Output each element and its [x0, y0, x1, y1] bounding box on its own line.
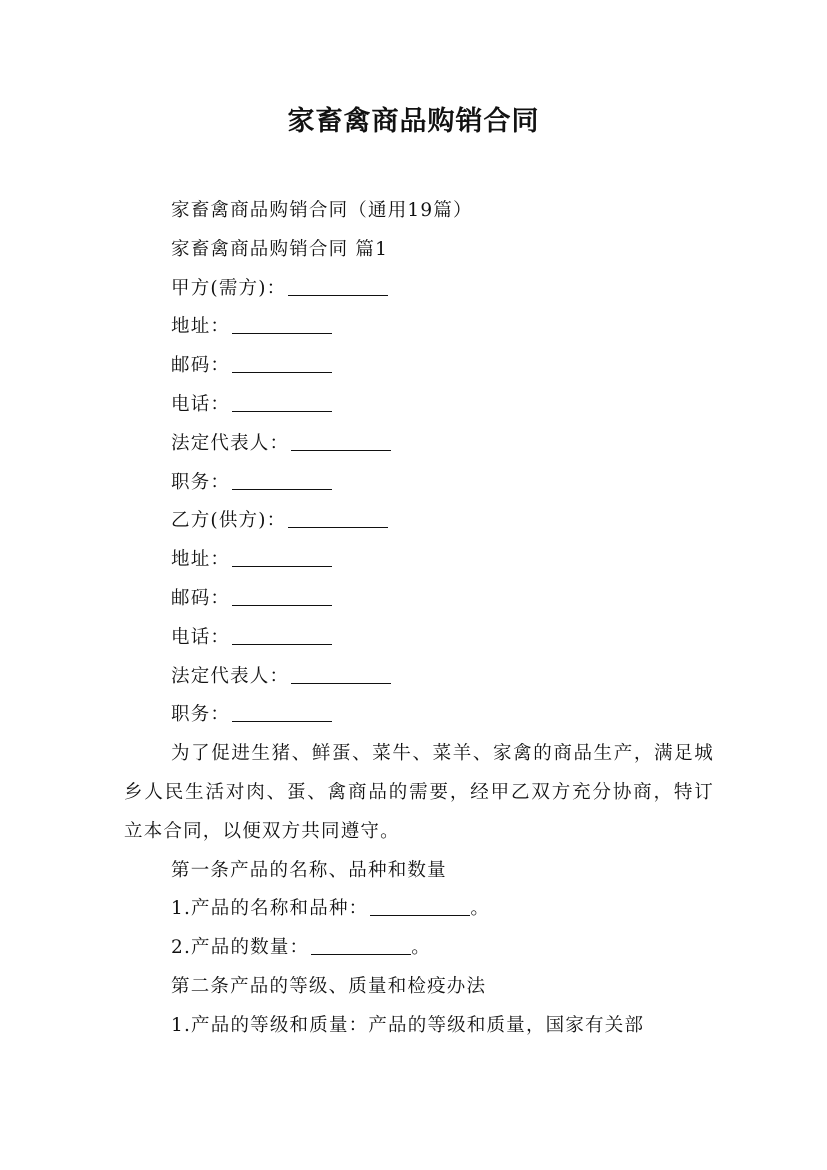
party-b-label: 乙方(供方)： — [171, 510, 287, 532]
party-b-postcode-line — [124, 580, 724, 619]
article1-item2-period: 。 — [411, 937, 431, 959]
party-b-address-label: 地址： — [171, 549, 231, 571]
party-a-legal-rep-label: 法定代表人： — [171, 432, 290, 454]
party-a-phone-line — [124, 386, 724, 425]
party-b-phone-blank — [232, 626, 332, 645]
party-b-legal-rep-line — [124, 658, 724, 697]
article1-item1-line — [124, 890, 724, 929]
document-body — [124, 192, 724, 1046]
party-b-line — [124, 502, 724, 541]
party-b-legal-rep-label: 法定代表人： — [171, 665, 290, 687]
document-subtitle: 家畜禽商品购销合同（通用19篇） — [171, 200, 473, 221]
party-b-position-label: 职务： — [171, 704, 231, 726]
article1-heading: 第一条产品的名称、品种和数量 — [171, 859, 447, 881]
party-b-phone-label: 电话： — [171, 626, 231, 648]
article1-item2-label: 2.产品的数量： — [171, 937, 310, 959]
party-b-phone-line — [124, 619, 724, 658]
party-a-line — [124, 270, 724, 309]
article2-heading: 第二条产品的等级、质量和检疫办法 — [171, 975, 487, 997]
party-b-position-line — [124, 696, 724, 735]
party-a-address-blank — [232, 315, 332, 334]
party-a-postcode-line — [124, 347, 724, 386]
party-a-position-blank — [232, 471, 332, 490]
party-a-postcode-label: 邮码： — [171, 355, 231, 377]
party-b-legal-rep-blank — [291, 665, 391, 684]
party-a-postcode-blank — [232, 354, 332, 373]
article1-item1-period: 。 — [470, 898, 491, 920]
party-b-postcode-label: 邮码： — [171, 587, 231, 609]
party-b-address-blank — [232, 548, 332, 567]
party-b-position-blank — [232, 703, 332, 722]
party-b-blank — [288, 509, 388, 528]
party-a-address-line — [124, 308, 724, 347]
article1-item1-blank — [370, 897, 470, 916]
party-b-postcode-blank — [232, 587, 332, 606]
party-a-blank — [288, 277, 388, 296]
document-title: 家畜禽商品购销合同 — [287, 106, 540, 137]
party-a-phone-label: 电话： — [171, 393, 231, 415]
section-heading: 家畜禽商品购销合同 篇1 — [171, 238, 389, 260]
article1-item2-blank — [311, 936, 411, 955]
party-a-legal-rep-line — [124, 425, 724, 464]
party-a-position-line — [124, 464, 724, 503]
party-a-phone-blank — [232, 393, 332, 412]
party-a-label: 甲方(需方)： — [171, 277, 287, 299]
article1-item2-line — [124, 929, 724, 968]
preamble-paragraph: 为了促进生猪、鲜蛋、菜牛、菜羊、家禽的商品生产，满足城乡人民生活对肉、蛋、禽商品的需要，经甲乙双方充分协商，特订立本合同，以便双方共同遵守。 — [124, 743, 714, 842]
article1-item1-label: 1.产品的名称和品种： — [171, 898, 369, 920]
party-a-legal-rep-blank — [291, 432, 391, 451]
party-a-position-label: 职务： — [171, 471, 231, 493]
article2-item1: 1.产品的等级和质量：产品的等级和质量，国家有关部 — [171, 1014, 645, 1036]
party-a-address-label: 地址： — [171, 316, 231, 338]
party-b-address-line — [124, 541, 724, 580]
